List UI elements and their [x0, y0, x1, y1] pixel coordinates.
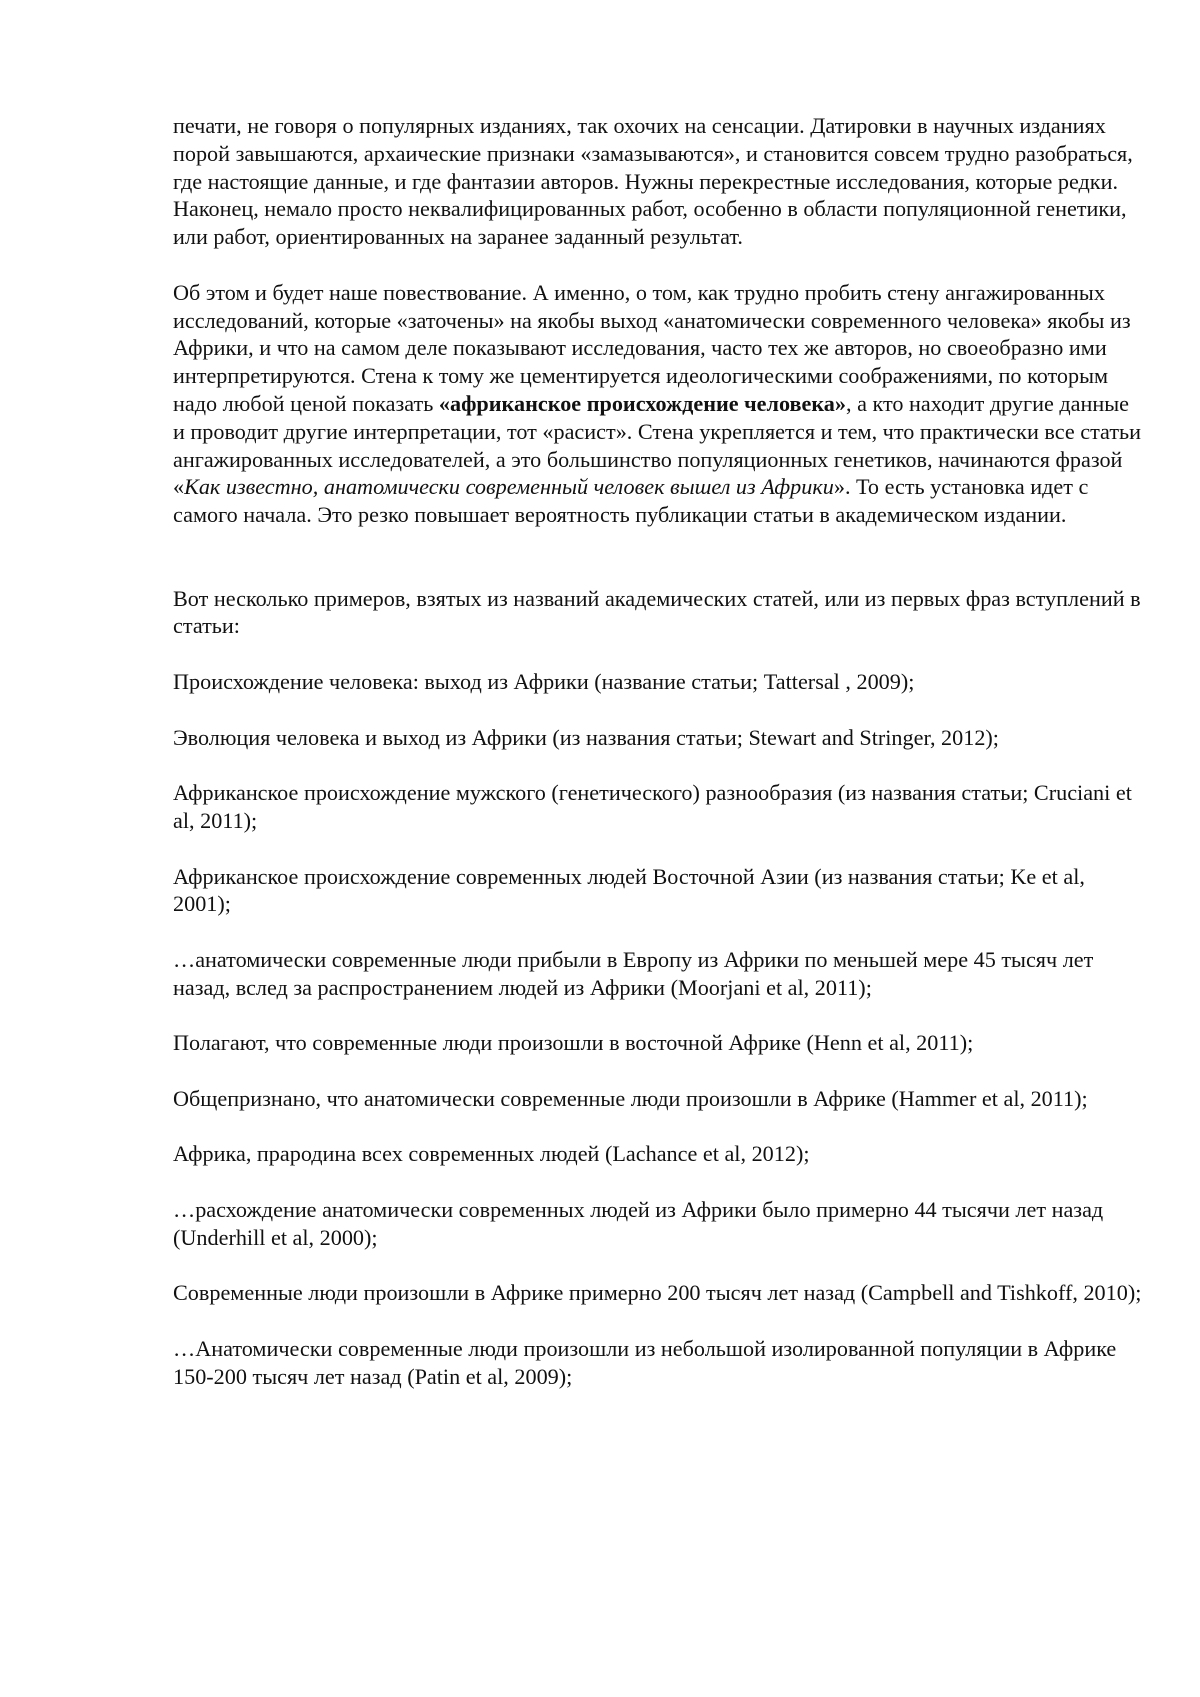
example-item: Общепризнано, что анатомически современные люди произошли в Африке (Hammer et al, 2011);: [173, 1085, 1088, 1111]
argument-bold-phrase: «африканское происхождение человека»: [438, 390, 846, 416]
paragraph-spacer: [173, 1168, 1143, 1196]
example-item: Африканское происхождение мужского (генетического) разнообразия (из названия статьи; Cruciani et al, 2011);: [173, 780, 1132, 833]
paragraph-spacer: [173, 251, 1143, 279]
paragraph-examples-intro: Вот несколько примеров, взятых из названий академических статей, или из первых фраз вступлений в статьи:: [173, 585, 1141, 639]
paragraph-spacer: [173, 918, 1143, 946]
section-spacer: [173, 529, 1143, 585]
paragraph-spacer: [173, 1252, 1143, 1280]
document-page: [173, 112, 1143, 1391]
example-item: Эволюция человека и выход из Африки (из названия статьи; Stewart and Stringer, 2012);: [173, 724, 999, 750]
argument-text-middle: , а кто находит другие данные и проводит другие интерпретации, тот «расист». Стена укрепляется и тем, что практически все статьи ангажированных исследователей, а это большинство популяционных генетиков, начинаются фразой «: [173, 390, 1142, 500]
paragraph-spacer: [173, 1113, 1143, 1141]
example-item: …расхождение анатомически современных людей из Африки было примерно 44 тысячи лет назад (Underhill et al, 2000);: [173, 1197, 1104, 1250]
example-item: Африканское происхождение современных людей Восточной Азии (из названия статьи; Ke et al, 2001);: [173, 863, 1085, 917]
paragraph-spacer: [173, 835, 1143, 863]
argument-text-end: ». То есть установка идет с самого начала. Это резко повышает вероятность публикации статьи в академическом издании.: [173, 474, 1089, 528]
example-item: Полагают, что современные люди произошли в восточной Африке (Henn et al, 2011);: [173, 1030, 974, 1056]
paragraph-spacer: [173, 1002, 1143, 1030]
paragraph-intro: печати, не говоря о популярных изданиях, так охочих на сенсации. Датировки в научных изданиях порой завышаются, архаические признаки «замазываются», и становится совсем трудно разобраться, где настоящие данные, и где фантазии авторов. Нужны перекрестные исследования, которые редки. Наконец, немало просто неквалифицированных работ, особенно в области популяционной генетики, или работ, ориентированных на заранее заданный результат.: [173, 113, 1133, 250]
argument-text-start: Об этом и будет наше повествование. А именно, о том, как трудно пробить стену ангажированных исследований, которые «заточены» на якобы выход «анатомически современного человека» якобы из Африки, и что на самом деле показывают исследования, часто тех же авторов, но своеобразно ими интерпретируются. Стена к тому же цементируется идеологическими соображениями, по которым надо любой ценой показать: [173, 279, 1131, 416]
paragraph-spacer: [173, 696, 1143, 724]
example-item: Происхождение человека: выход из Африки (название статьи; Tattersal , 2009);: [173, 668, 915, 694]
paragraph-spacer: [173, 1307, 1143, 1335]
example-item: …анатомически современные люди прибыли в Европу из Африки по меньшей мере 45 тысяч лет назад, вслед за распространением людей из Африки (Moorjani et al, 2011);: [173, 946, 1094, 1000]
example-item: Африка, прародина всех современных людей (Lachance et al, 2012);: [173, 1141, 810, 1167]
paragraph-spacer: [173, 751, 1143, 779]
example-item: …Анатомически современные люди произошли из небольшой изолированной популяции в Африке 150-200 тысяч лет назад (Patin et al, 2009);: [173, 1336, 1117, 1389]
paragraph-argument: [173, 279, 1143, 529]
paragraph-spacer: [173, 1057, 1143, 1085]
argument-italic-quote: Как известно, анатомически современный человек вышел из Африки: [184, 474, 834, 500]
paragraph-spacer: [173, 640, 1143, 668]
example-item: Современные люди произошли в Африке примерно 200 тысяч лет назад (Campbell and Tishkoff, 2010);: [173, 1280, 1142, 1306]
